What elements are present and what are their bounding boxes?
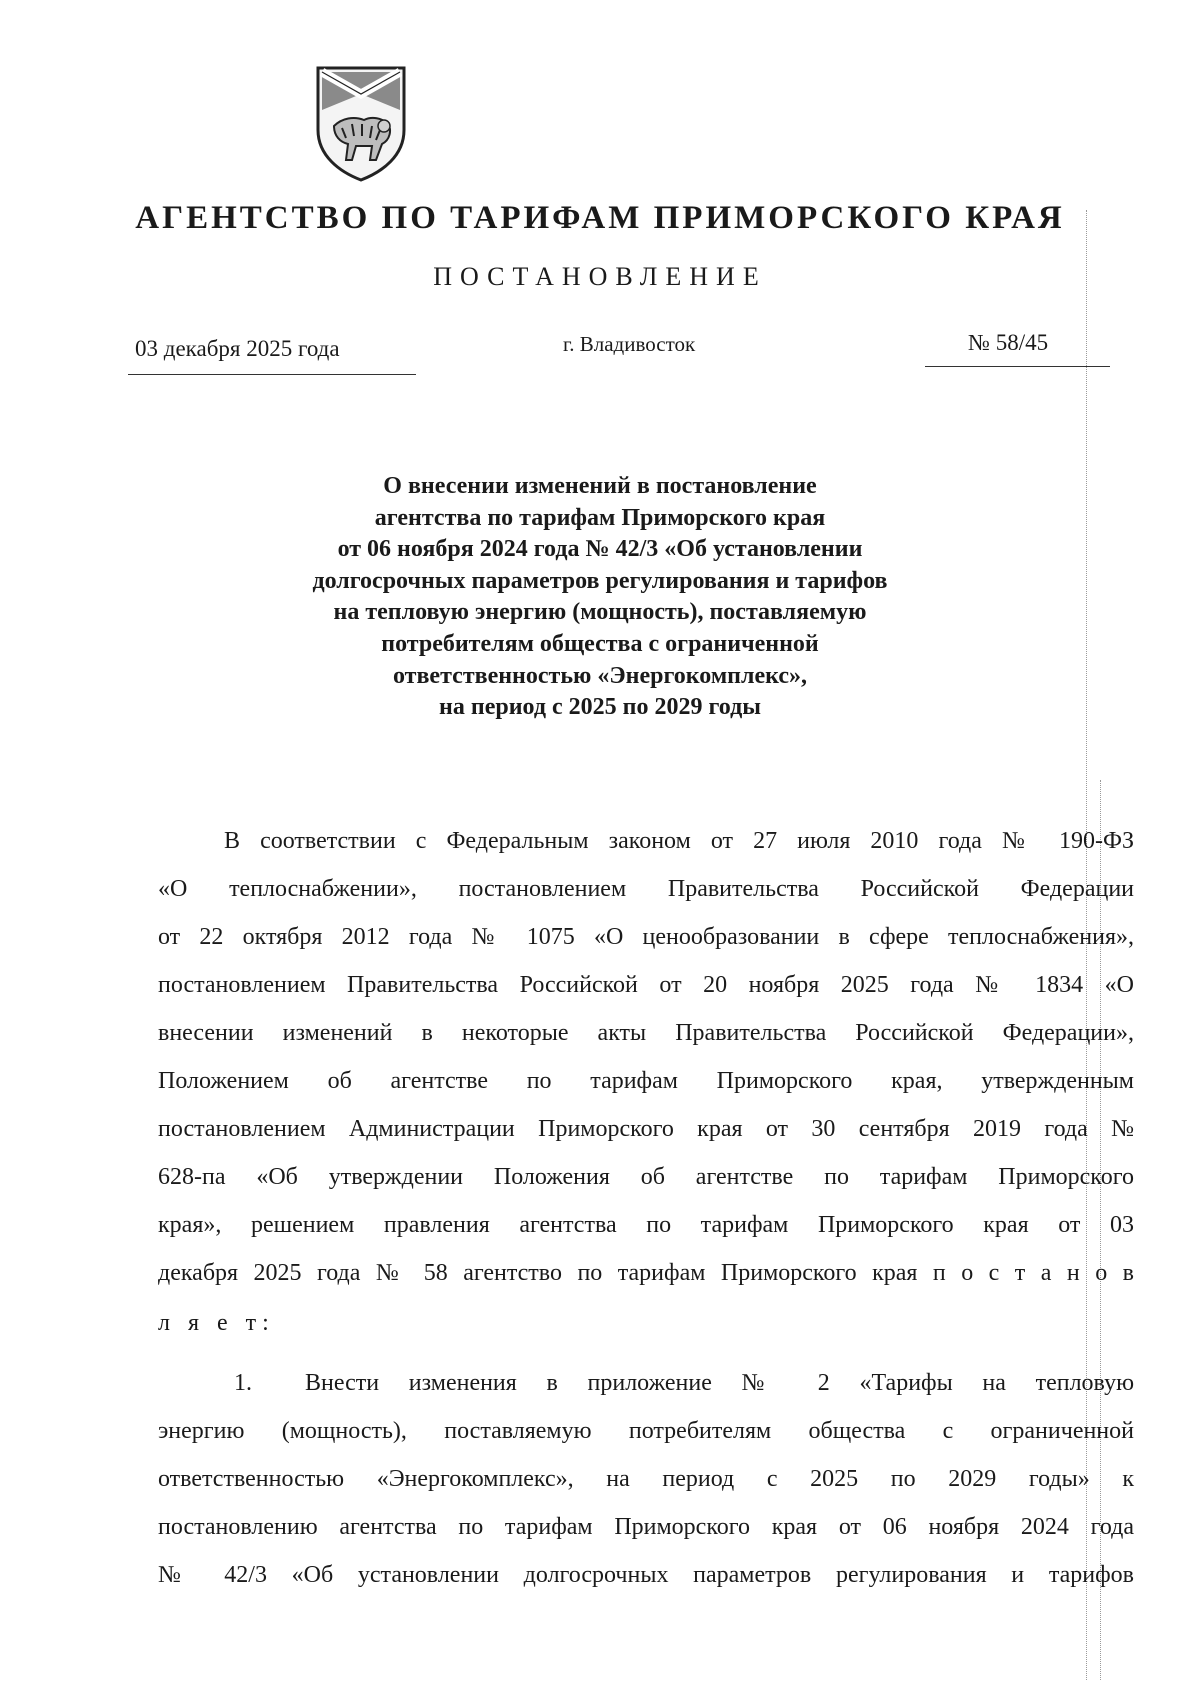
preamble-line: «О теплоснабжении», постановлением Правительства Российской Федерации xyxy=(158,876,1134,902)
preamble-line: от 22 октября 2012 года № 1075 «О ценообразовании в сфере теплоснабжения», xyxy=(158,924,1134,950)
title-line: О внесении изменений в постановление xyxy=(383,473,817,499)
agency-name: АГЕНТСТВО ПО ТАРИФАМ ПРИМОРСКОГО КРАЯ xyxy=(135,200,1065,236)
title-line: на тепловую энергию (мощность), поставляемую xyxy=(333,599,867,626)
document-type: ПОСТАНОВЛЕНИЕ xyxy=(433,262,767,291)
item-line: Внести изменения в приложение № 2 «Тарифы на тепловую xyxy=(305,1370,1134,1396)
preamble-line: 628-па «Об утверждении Положения об агентстве по тарифам Приморского xyxy=(158,1164,1134,1190)
item-number: 1. xyxy=(234,1370,252,1396)
preamble-line: декабря 2025 года № 58 агентство по тарифам Приморского края п о с т а н о в xyxy=(158,1260,1134,1286)
item-line: № 42/3 «Об установлении долгосрочных параметров регулирования и тарифов xyxy=(158,1562,1134,1588)
item-line: ответственностью «Энергокомплекс», на период с 2025 по 2029 годы» к xyxy=(158,1466,1134,1492)
document-title xyxy=(0,471,1200,724)
title-line: агентства по тарифам Приморского края xyxy=(374,504,826,531)
preamble-line: Положением об агентстве по тарифам Приморского края, утвержденным xyxy=(158,1068,1134,1094)
preamble-line: края», решением правления агентства по тарифам Приморского края от 03 xyxy=(158,1212,1134,1238)
title-line: потребителям общества с ограниченной xyxy=(381,630,819,657)
title-line: на период с 2025 по 2029 годы xyxy=(439,694,761,721)
preamble-line: постановлением Правительства Российской от 20 ноября 2025 года № 1834 «О xyxy=(158,972,1134,998)
item-line: энергию (мощность), поставляемую потребителям общества с ограниченной xyxy=(158,1418,1134,1444)
preamble-line: постановлением Администрации Приморского края от 30 сентября 2019 года № xyxy=(158,1116,1134,1142)
primorsky-krai-coat-of-arms-icon xyxy=(312,64,410,182)
document-date: 03 декабря 2025 года xyxy=(135,336,340,361)
title-line: долгосрочных параметров регулирования и тарифов xyxy=(312,567,888,594)
document-city: г. Владивосток xyxy=(563,332,696,356)
item-line: постановлению агентства по тарифам Приморского края от 06 ноября 2024 года xyxy=(158,1514,1134,1540)
date-underline xyxy=(128,374,416,375)
preamble-line: л я е т: xyxy=(158,1310,275,1336)
document-number: № 58/45 xyxy=(968,330,1049,355)
preamble-line: внесении изменений в некоторые акты Правительства Российской Федерации», xyxy=(158,1020,1134,1046)
title-line: ответственностью «Энергокомплекс», xyxy=(393,662,807,689)
title-line: от 06 ноября 2024 года № 42/3 «Об установлении xyxy=(337,536,863,563)
preamble-line: В соответствии с Федеральным законом от 27 июля 2010 года № 190-ФЗ xyxy=(224,828,1134,854)
number-underline xyxy=(925,366,1110,367)
